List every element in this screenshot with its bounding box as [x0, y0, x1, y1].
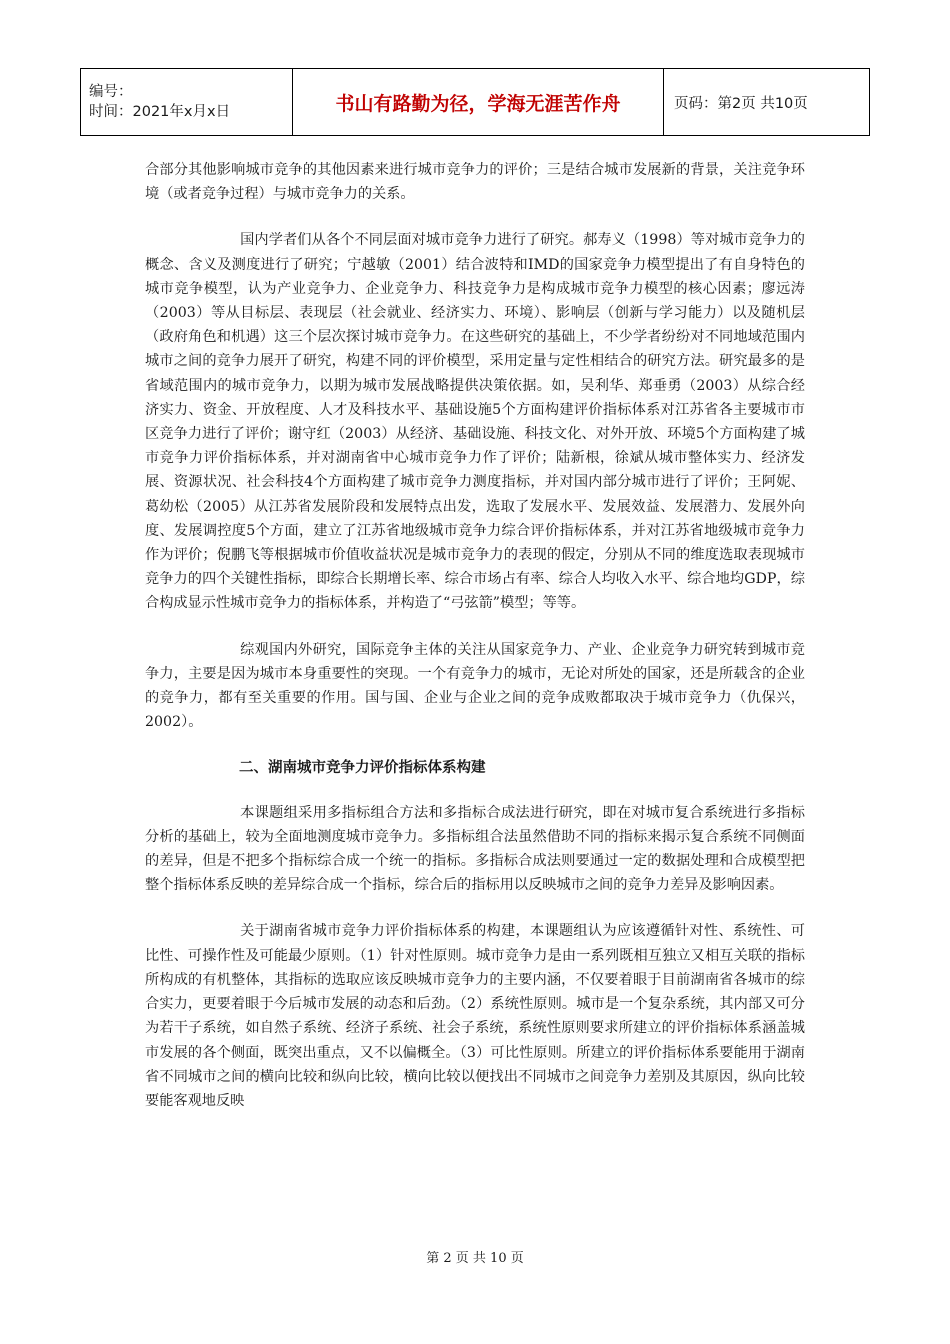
header-meta — [81, 69, 293, 136]
document-number-label: 编号： — [89, 84, 133, 100]
header-motto: 书山有路勤为径，学海无涯苦作舟 — [293, 69, 664, 136]
header-page-info: 页码：第2页 共10页 — [664, 69, 870, 136]
paragraph-principles: 关于湖南省城市竞争力评价指标体系的构建，本课题组认为应该遵循针对性、系统性、可比性、可操作性及可能最少原则。（1）针对性原则。城市竞争力是由一系列既相互独立又相互关联的指标所构成的有机整体，其指标的选取应该反映城市竞争力的主要内涵，不仅要着眼于目前湖南省各城市的综合实力，更要着眼于今后城市发展的动态和后劲。（2）系统性原则。城市是一个复杂系统，其内部又可分为若干子系统，如自然子系统、经济子系统、社会子系统，系统性原则要求所建立的评价指标体系涵盖城市发展的各个侧面，既突出重点，又不以偏概全。（3）可比性原则。所建立的评价指标体系要能用于湖南省不同城市之间的横向比较和纵向比较，横向比较以便找出不同城市之间竞争力差别及其原因，纵向比较要能客观地反映 — [145, 923, 805, 1109]
section-heading: 二、湖南城市竞争力评价指标体系构建 — [239, 760, 486, 777]
paragraph-overview: 综观国内外研究，国际竞争主体的关注从国家竞争力、产业、企业竞争力研究转到城市竞争力，主要是因为城市本身重要性的突现。一个有竞争力的城市，无论对所处的国家，还是所载含的企业的竞争力，都有至关重要的作用。国与国、企业与企业之间的竞争成败都取决于城市竞争力（仇保兴，2002）。 — [145, 641, 805, 731]
paragraph-methodology: 本课题组采用多指标组合方法和多指标合成法进行研究，即在对城市复合系统进行多指标分析的基础上，较为全面地测度城市竞争力。多指标组合法虽然借助不同的指标来揭示复合系统不同侧面的差异，但是不把多个指标综合成一个统一的指标。多指标合成法则要通过一定的数据处理和合成模型把整个指标体系反映的差异综合成一个指标，综合后的指标用以反映城市之间的竞争力差异及影响因素。 — [145, 804, 805, 894]
page-footer: 第 2 页 共 10 页 — [426, 1251, 524, 1266]
paragraph-domestic-research: 国内学者们从各个不同层面对城市竞争力进行了研究。郝寿义（1998）等对城市竞争力的概念、含义及测度进行了研究；宁越敏（2001）结合波特和IMD的国家竞争力模型提出了有自身特色的城市竞争模型，认为产业竞争力、企业竞争力、科技竞争力是构成城市竞争力模型的核心因素；廖远涛（2003）等从目标层、表现层（社会就业、经济实力、环境）、影响层（创新与学习能力）以及随机层（政府角色和机遇）这三个层次探讨城市竞争力。在这些研究的基础上，不少学者纷纷对不同地域范围内城市之间的竞争力展开了研究，构建不同的评价模型，采用定量与定性相结合的研究方法。研究最多的是省域范围内的城市竞争力，以期为城市发展战略提供决策依据。如，吴利华、郑垂勇（2003）从综合经济实力、资金、开放程度、人才及科技水平、基础设施5个方面构建评价指标体系对江苏省各主要城市市区竞争力进行了评价；谢守红（2003）从经济、基础设施、科技文化、对外开放、环境5个方面构建了城市竞争力评价指标体系，并对湖南省中心城市竞争力作了评价；陆新根，徐斌从城市整体实力、经济发展、资源状况、社会科技4个方面构建了城市竞争力测度指标，并对国内部分城市进行了评价；王阿妮、葛幼松（2005）从江苏省发展阶段和发展特点出发，选取了发展水平、发展效益、发展潜力、发展外向度、发展调控度5个方面，建立了江苏省地级城市竞争力综合评价指标体系，并对江苏省地级城市竞争力作为评价；倪鹏飞等根据城市价值收益状况是城市竞争力的表现的假定，分别从不同的维度选取表现城市竞争力的四个关键性指标，即综合长期增长率、综合市场占有率、综合人均收入水平、综合地均GDP，综合构成显示性城市竞争力的指标体系，并构造了“弓弦箭”模型；等等。 — [145, 232, 805, 612]
paragraph-continuation: 合部分其他影响城市竞争的其他因素来进行城市竞争力的评价；三是结合城市发展新的背景，关注竞争环境（或者竞争过程）与城市竞争力的关系。 — [145, 162, 805, 203]
document-date-label: 时间：2021年x月x日 — [89, 104, 231, 120]
document-body — [145, 158, 805, 1135]
page-header — [80, 68, 870, 136]
